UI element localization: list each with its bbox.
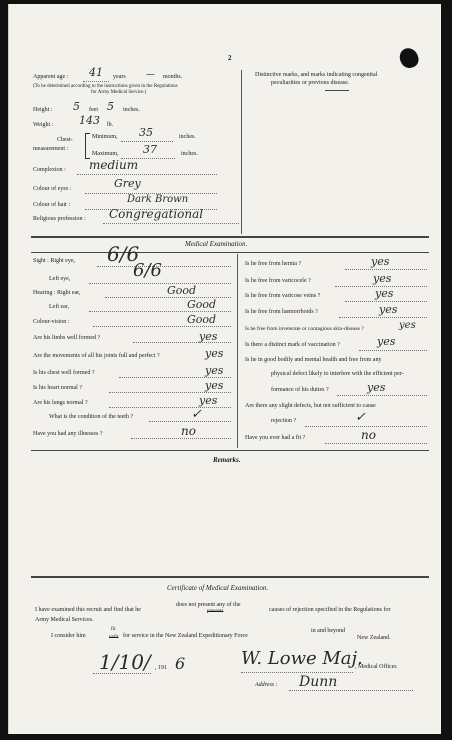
ink-blot <box>397 46 421 71</box>
varicocele-label: Is he free from varicocele ? <box>245 278 311 284</box>
colour-vision-label: Colour-vision : <box>33 319 70 325</box>
health-question-1: Is he in good bodily and mental health and free from any <box>245 357 382 363</box>
heart-label: Is his heart normal ? <box>33 385 82 391</box>
certificate-line-1c: causes of rejection specified in the Regulations for <box>269 607 391 613</box>
minimum-value: 35 <box>139 126 153 139</box>
illnesses-label: Have you had any illnesses ? <box>33 431 103 437</box>
right-ear-answer: Good <box>167 284 197 297</box>
consider-text-c: in and beyond <box>311 628 345 634</box>
hernia-label: Is he free from hernia ? <box>245 261 302 267</box>
health-line <box>337 395 427 396</box>
minimum-line <box>121 141 173 142</box>
eye-colour-value: Grey <box>114 177 141 190</box>
chest-bracket <box>85 133 90 159</box>
weight-value: 143 <box>79 114 100 127</box>
unfit-option: unfit <box>109 635 119 640</box>
vaccination-answer: yes <box>377 335 396 348</box>
left-ear-answer: Good <box>187 298 217 311</box>
left-eye-line <box>89 283 231 284</box>
address-label: Address : <box>255 682 278 688</box>
consider-text-d: New Zealand. <box>357 635 391 641</box>
fit-question: Have you ever had a fit ? <box>245 435 306 441</box>
year-prefix: , 191 <box>155 665 167 671</box>
date-line <box>93 673 151 674</box>
fit-option: fit <box>111 627 116 632</box>
haemorrhoids-line <box>339 317 427 318</box>
fit-answer: no <box>361 428 376 442</box>
apparent-age-value: 41 <box>89 66 103 79</box>
height-feet-value: 5 <box>73 100 80 113</box>
certificate-line-2: Army Medical Services. <box>35 617 94 623</box>
chest-answer: yes <box>205 364 224 377</box>
hair-colour-label: Colour of hair : <box>33 202 71 208</box>
left-ear-line <box>89 311 231 312</box>
eye-colour-label: Colour of eyes : <box>33 186 72 192</box>
health-answer: yes <box>367 381 386 394</box>
health-question-3: formance of his duties ? <box>271 387 329 393</box>
hair-colour-value: Dark Brown <box>127 194 189 205</box>
limbs-label: Are his limbs well formed ? <box>33 335 101 341</box>
religion-line <box>103 223 239 224</box>
defects-line <box>305 426 427 427</box>
remarks-title: Remarks. <box>213 456 241 464</box>
hernia-line <box>345 269 427 270</box>
teeth-label: What is the condition of the teeth ? <box>49 414 134 420</box>
minimum-label: Minimum, <box>92 134 118 140</box>
height-inches-label: inches. <box>123 107 140 113</box>
defects-question-1: Are there any slight defects, but not sufficient to cause <box>245 403 376 409</box>
minimum-inches-label: inches. <box>179 134 196 140</box>
joints-answer: yes <box>205 347 224 360</box>
distinctive-marks-heading-1: Distinctive marks, and marks indicating congenital <box>255 72 378 78</box>
months-label: months. <box>163 74 183 80</box>
medical-officer-label: , Medical Officer. <box>355 664 398 670</box>
right-ear-label: Hearing : Right ear, <box>33 290 81 296</box>
years-label: years <box>113 74 126 80</box>
lb-label: lb. <box>107 122 114 128</box>
skin-disease-label: Is he free from inveterate or contagious skin-disease ? <box>245 326 364 332</box>
maximum-value: 37 <box>143 143 157 156</box>
lungs-label: Are his lungs normal ? <box>33 400 88 406</box>
months-value: — <box>146 70 155 80</box>
medical-exam-title: Medical Examination. <box>185 240 248 248</box>
left-eye-label: Left eye, <box>49 276 71 282</box>
officer-signature: W. Lowe Maj. <box>241 648 363 669</box>
heart-line <box>109 392 231 393</box>
certificate-top-rule <box>31 576 429 578</box>
limbs-answer: yes <box>199 330 218 343</box>
apparent-age-label: Apparent age : <box>33 74 69 80</box>
skin-disease-answer: yes <box>399 320 416 331</box>
consider-text-b: for service in the New Zealand Expeditionary Force <box>123 633 248 639</box>
marks-underline <box>325 90 349 91</box>
exam-column-divider <box>237 254 238 448</box>
certificate-date: 1/10/ <box>99 650 151 674</box>
varicocele-answer: yes <box>373 272 392 285</box>
right-eye-line <box>97 266 231 267</box>
teeth-line <box>149 421 231 422</box>
document-page <box>8 4 441 734</box>
lungs-answer: yes <box>199 394 218 407</box>
varicose-label: Is he free from varicose veins ? <box>245 293 321 299</box>
address-value: Dunn <box>299 674 338 690</box>
teeth-answer: ✓ <box>191 407 202 422</box>
right-eye-label: Sight : Right eye, <box>33 258 75 264</box>
age-note-2: for Army Medical Service.) <box>91 90 147 95</box>
certificate-title: Certificate of Medical Examination. <box>167 584 269 592</box>
age-note-1: (To be determined according to the instructions given in the Regulations <box>33 84 178 89</box>
religion-label: Religious profession : <box>33 216 86 222</box>
left-eye-answer: 6/6 <box>133 260 162 281</box>
height-label: Height : <box>33 107 53 113</box>
age-line <box>83 81 109 82</box>
medical-exam-title-rule <box>31 252 429 253</box>
heart-answer: yes <box>205 379 224 392</box>
varicose-answer: yes <box>375 287 394 300</box>
chest-line <box>119 377 231 378</box>
top-column-divider <box>241 70 242 234</box>
right-eye-answer: 6/6 <box>107 242 140 266</box>
chest-label-2: measurement : <box>33 146 69 152</box>
fit-line <box>325 443 427 444</box>
complexion-value: medium <box>89 158 139 172</box>
complexion-line <box>77 174 217 175</box>
distinctive-marks-heading-2: peculiarities or previous disease. <box>271 80 350 86</box>
year-suffix: 6 <box>175 654 186 673</box>
illnesses-line <box>131 438 231 439</box>
hernia-answer: yes <box>371 255 390 268</box>
certificate-line-1a: I have examined this recruit and find that he <box>35 607 141 613</box>
medical-exam-top-rule <box>31 236 429 238</box>
vaccination-line <box>359 350 427 351</box>
defects-answer: ✓ <box>355 410 366 425</box>
vaccination-label: Is there a distinct mark of vaccination ? <box>245 342 340 348</box>
varicose-line <box>345 301 427 302</box>
feet-label: feet <box>89 107 98 113</box>
certificate-line-1b: does not present any of the <box>176 602 241 608</box>
health-question-2: physical defect likely to interfere with the efficient per- <box>271 371 404 377</box>
chest-label: Is his chest well formed ? <box>33 370 95 376</box>
height-inches-value: 5 <box>107 100 114 113</box>
maximum-label: Maximum, <box>92 151 119 157</box>
weight-label: Weight : <box>33 122 54 128</box>
certificate-line-1-struck: presents <box>207 609 224 614</box>
haemorrhoids-answer: yes <box>379 303 398 316</box>
page-number: 2 <box>228 54 232 62</box>
consider-text-a: I consider him <box>51 633 86 639</box>
left-ear-label: Left ear, <box>49 304 70 310</box>
address-line <box>289 690 413 691</box>
colour-vision-line <box>93 326 231 327</box>
lungs-line <box>109 407 231 408</box>
chest-label-1: Chest- <box>57 137 73 143</box>
complexion-label: Complexion : <box>33 167 66 173</box>
signature-line <box>241 672 353 673</box>
maximum-inches-label: inches. <box>181 151 198 157</box>
illnesses-answer: no <box>181 424 196 438</box>
haemorrhoids-label: Is he free from hæmorrhoids ? <box>245 309 318 315</box>
defects-question-2: rejection ? <box>271 418 297 424</box>
religion-value: Congregational <box>109 207 204 221</box>
joints-label: Are the movements of all his joints full and perfect ? <box>33 353 160 359</box>
colour-vision-answer: Good <box>187 313 217 326</box>
remarks-top-rule <box>31 450 429 451</box>
